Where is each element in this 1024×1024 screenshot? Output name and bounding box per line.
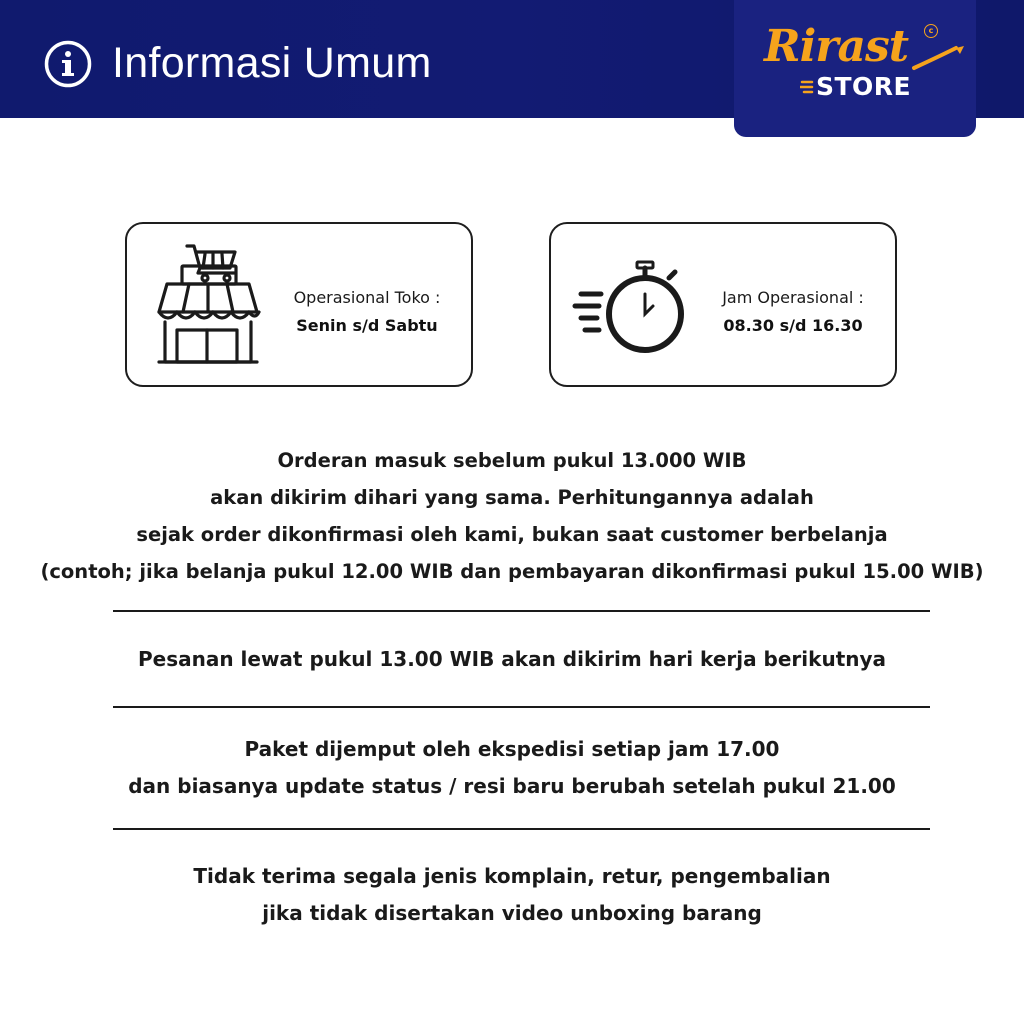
video-unboxing-emphasis: video unboxing bbox=[501, 901, 676, 925]
operating-hours-card bbox=[549, 222, 897, 387]
info-circle-icon bbox=[44, 40, 92, 88]
store-logo bbox=[734, 0, 976, 137]
complaint-line: Tidak terima segala jenis komplain, retur, pengembalian bbox=[193, 864, 831, 888]
logo-swoosh-icon bbox=[910, 42, 970, 72]
complaint-policy-info bbox=[40, 858, 984, 932]
complaint-line-2 bbox=[40, 895, 984, 932]
pickup-line: Paket dijemput oleh ekspedisi setiap jam 17.00 bbox=[244, 737, 780, 761]
order-cutoff-line: Orderan masuk sebelum pukul 13.000 WIB bbox=[277, 449, 747, 472]
order-cutoff-line: akan dikirim dihari yang sama. Perhitungannya adalah bbox=[210, 486, 814, 509]
logo-speed-lines-icon bbox=[800, 78, 814, 96]
operating-hours-label: Jam Operasional : bbox=[722, 288, 864, 307]
complaint-line-prefix: jika tidak disertakan bbox=[262, 901, 502, 925]
section-divider bbox=[113, 610, 930, 612]
late-order-info bbox=[40, 641, 984, 678]
section-divider bbox=[113, 828, 930, 830]
logo-store-text: STORE bbox=[816, 72, 912, 101]
store-operational-label: Operasional Toko : bbox=[293, 288, 441, 307]
order-cutoff-line: (contoh; jika belanja pukul 12.00 WIB dan pembayaran dikonfirmasi pukul 15.00 WIB) bbox=[40, 560, 984, 583]
logo-script-text: Rirast bbox=[764, 21, 909, 72]
copyright-mark: c bbox=[924, 24, 938, 38]
store-operational-value: Senin s/d Sabtu bbox=[296, 316, 438, 335]
section-divider bbox=[113, 706, 930, 708]
operating-hours-value: 08.30 s/d 16.30 bbox=[723, 316, 863, 335]
pickup-info bbox=[40, 731, 984, 805]
store-operational-card bbox=[125, 222, 473, 387]
stopwatch-icon bbox=[571, 260, 689, 356]
order-cutoff-line: sejak order dikonfirmasi oleh kami, bukan saat customer berbelanja bbox=[136, 523, 888, 546]
pickup-line: dan biasanya update status / resi baru berubah setelah pukul 21.00 bbox=[128, 774, 896, 798]
late-order-line: Pesanan lewat pukul 13.00 WIB akan dikirim hari kerja berikutnya bbox=[137, 647, 887, 671]
store-cart-icon bbox=[153, 240, 263, 368]
page-title: Informasi Umum bbox=[112, 39, 432, 87]
order-cutoff-info bbox=[40, 442, 984, 590]
complaint-line-suffix: barang bbox=[675, 901, 762, 925]
